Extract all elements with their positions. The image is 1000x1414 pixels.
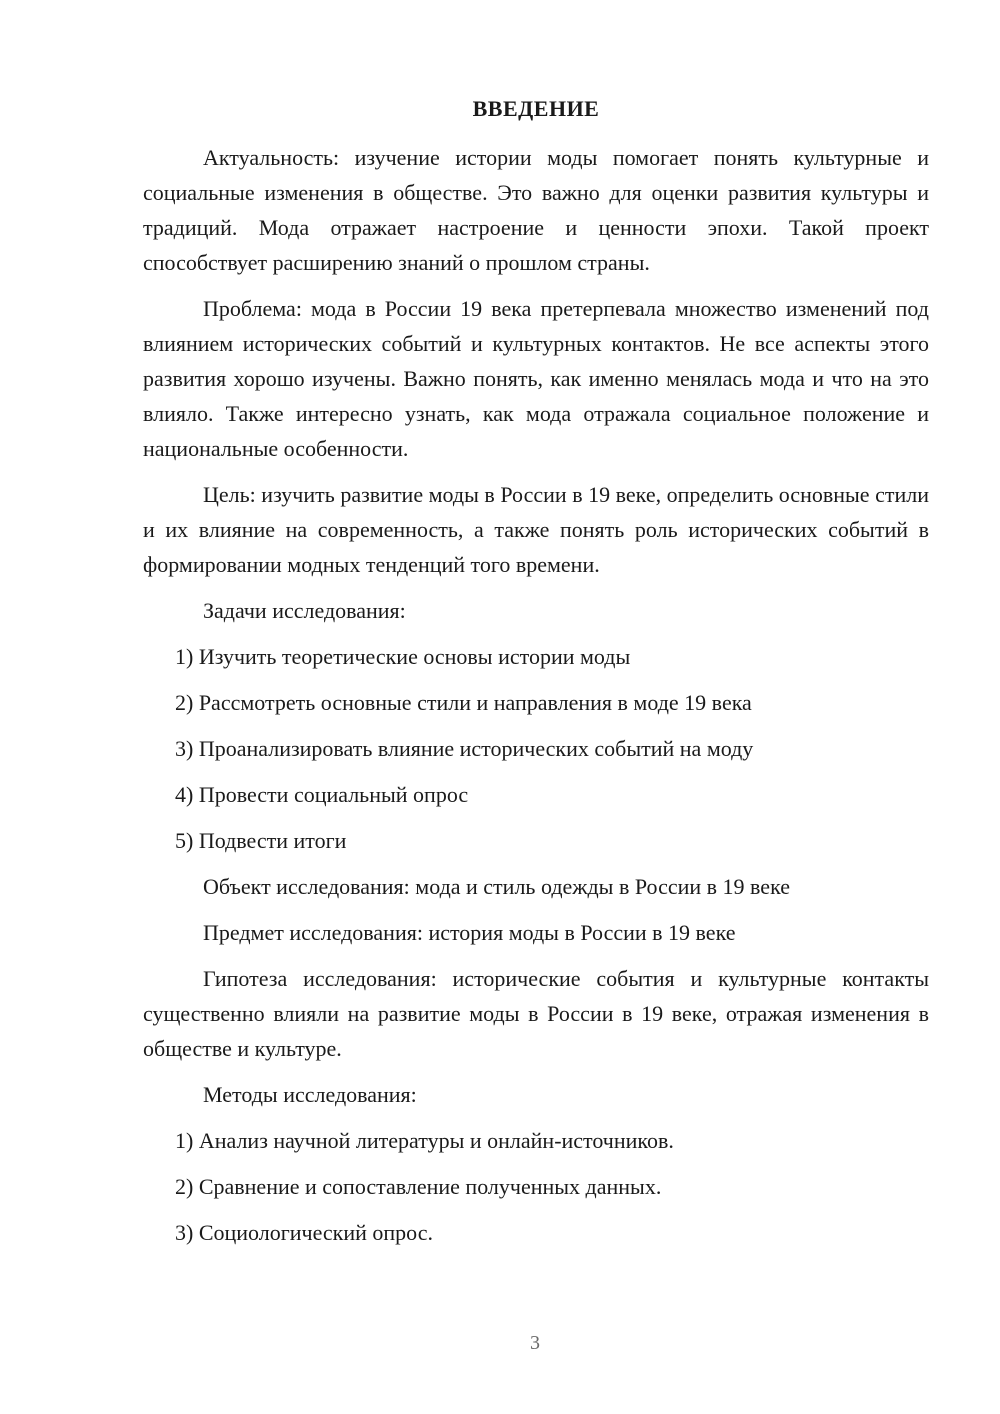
tasks-title: Задачи исследования: — [203, 598, 406, 623]
task-item: 5) Подвести итоги — [175, 828, 347, 853]
problem-paragraph: Проблема: мода в России 19 века претерпевала множество изменений под влиянием исторических событий и культурных контактов. Не все аспекты этого развития хорошо изучены. Важно понять, как именно менялась мода и что на это влияло. Также интересно узнать, как мода отражала социальное положение и национальные особенности. — [143, 296, 929, 461]
task-item: 2) Рассмотреть основные стили и направления в моде 19 века — [175, 690, 752, 715]
relevance-paragraph: Актуальность: изучение истории моды помогает понять культурные и социальные изменения в обществе. Это важно для оценки развития культуры и традиций. Мода отражает настроение и ценности эпохи. Такой проект способствует расширению знаний о прошлом страны. — [143, 145, 929, 275]
task-item: 4) Провести социальный опрос — [175, 782, 469, 807]
page-heading: ВВЕДЕНИЕ — [472, 96, 600, 121]
subject-paragraph: Предмет исследования: история моды в России в 19 веке — [203, 920, 736, 945]
document-page — [143, 94, 929, 1261]
page-number: 3 — [530, 1332, 540, 1354]
method-item: 1) Анализ научной литературы и онлайн-источников. — [175, 1128, 674, 1153]
method-item: 2) Сравнение и сопоставление полученных данных. — [175, 1174, 662, 1199]
task-item: 1) Изучить теоретические основы истории моды — [175, 644, 631, 669]
hypothesis-paragraph: Гипотеза исследования: исторические события и культурные контакты существенно влияли на развитие моды в России в 19 веке, отражая изменения в обществе и культуре. — [143, 966, 929, 1061]
methods-title: Методы исследования: — [203, 1082, 417, 1107]
task-item: 3) Проанализировать влияние исторических событий на моду — [175, 736, 754, 761]
methods-list — [143, 1123, 929, 1250]
object-paragraph: Объект исследования: мода и стиль одежды в России в 19 веке — [203, 874, 790, 899]
goal-paragraph: Цель: изучить развитие моды в России в 19 веке, определить основные стили и их влияние на современность, а также понять роль исторических событий в формировании модных тенденций того времени. — [143, 482, 929, 577]
method-item: 3) Социологический опрос. — [175, 1220, 433, 1245]
tasks-list — [143, 639, 929, 858]
